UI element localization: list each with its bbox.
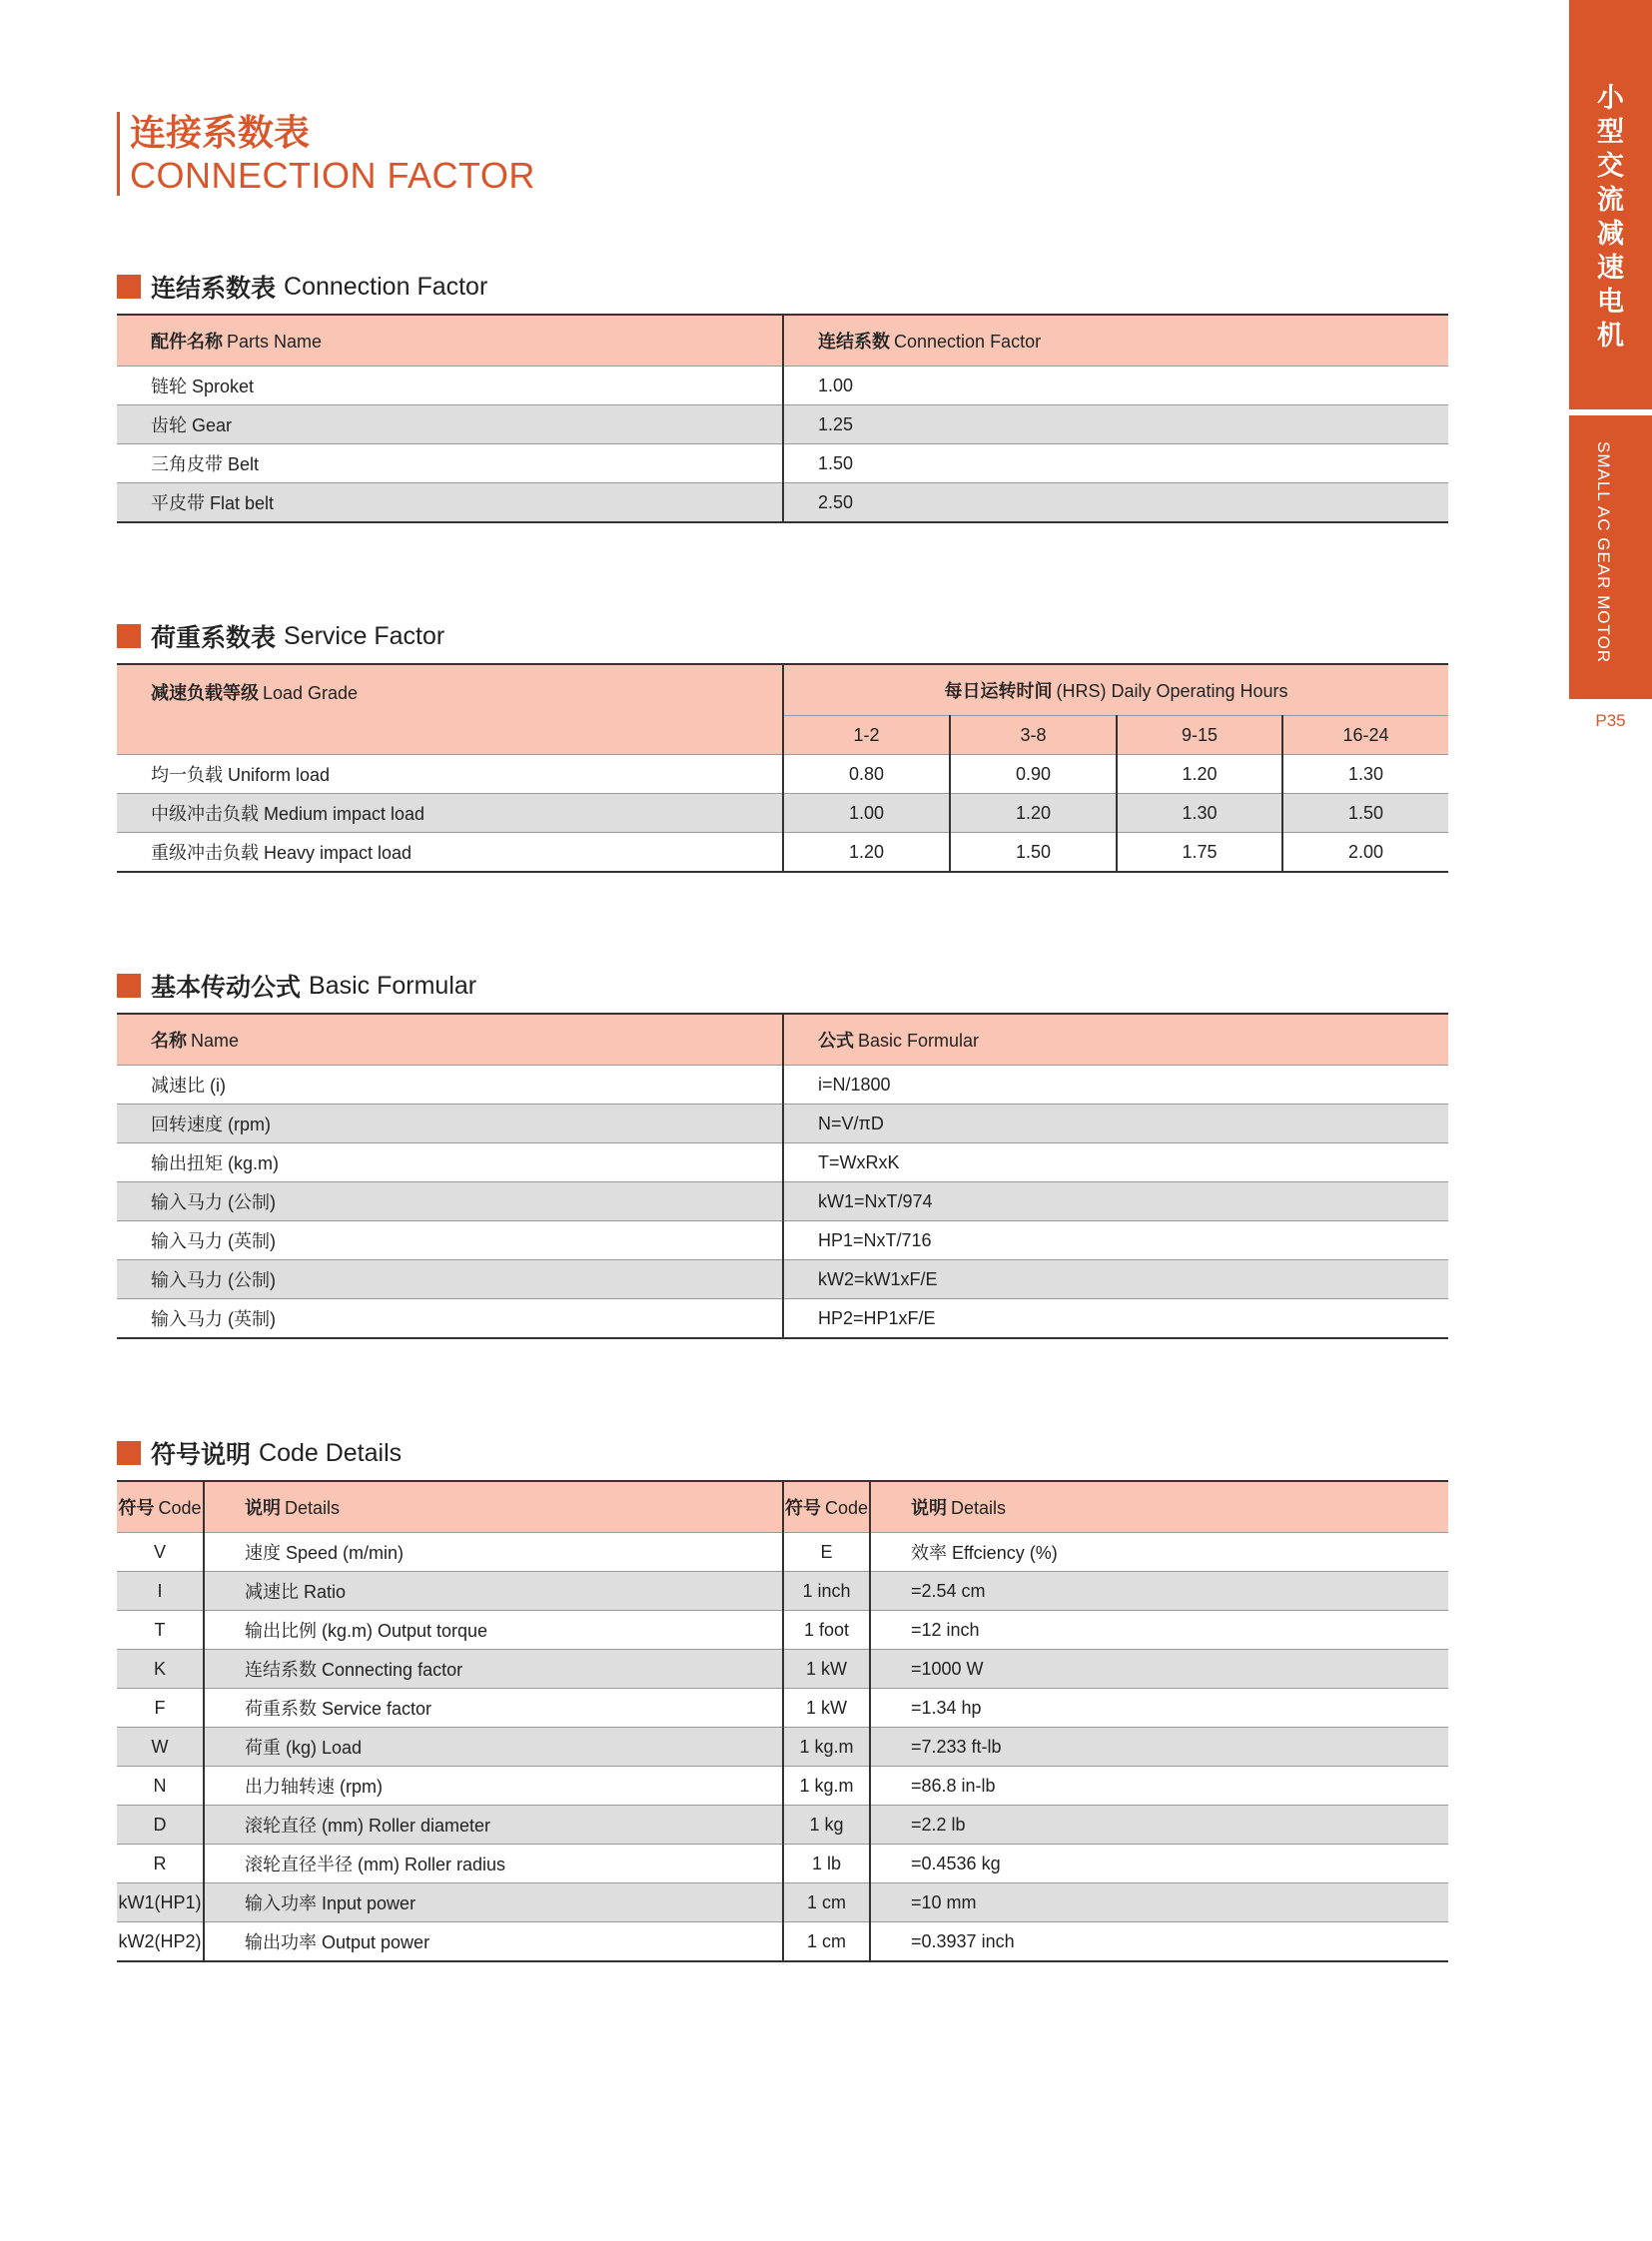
detail-cell: =2.54 cm: [870, 1572, 1448, 1611]
code-cell: T: [117, 1611, 204, 1650]
detail-cell: 滚轮直径 (mm) Roller diameter: [204, 1806, 783, 1845]
section-marker-icon: [117, 974, 141, 998]
factor-cell: 1.00: [783, 794, 950, 833]
code-cell: 1 cm: [783, 1883, 870, 1922]
factor-cell: 1.25: [783, 405, 1448, 444]
header-parts-name: 配件名称 Parts Name: [117, 315, 783, 367]
section-heading: [117, 969, 1448, 1003]
section-title-cn: 荷重系数表: [151, 623, 277, 652]
factor-cell: 1.30: [1282, 755, 1448, 794]
table-row: [117, 1845, 1448, 1883]
detail-cell: 荷重 (kg) Load: [204, 1728, 783, 1767]
table-header-row: [117, 1014, 1448, 1066]
detail-cell: =7.233 ft-lb: [870, 1728, 1448, 1767]
factor-cell: 2.00: [1282, 833, 1448, 873]
table-row: [117, 794, 1448, 833]
formula-cell: i=N/1800: [783, 1066, 1448, 1105]
code-cell: K: [117, 1650, 204, 1689]
table-row: [117, 1105, 1448, 1143]
section-title-en: Basic Formular: [309, 971, 477, 1000]
table-row: [117, 1143, 1448, 1182]
part-name-cell: 链轮 Sproket: [117, 367, 783, 405]
section-marker-icon: [117, 275, 141, 299]
header-code: 符号 Code: [117, 1481, 204, 1533]
formula-name-cell: 回转速度 (rpm): [117, 1105, 783, 1143]
page-title-cn: 连接系数表: [130, 113, 311, 154]
factor-cell: 1.20: [950, 794, 1117, 833]
sidebar-tab-cn: [1569, 0, 1652, 409]
section-marker-icon: [117, 624, 141, 648]
detail-cell: =1000 W: [870, 1650, 1448, 1689]
section-heading: [117, 270, 1448, 304]
factor-cell: 1.75: [1117, 833, 1282, 873]
code-cell: E: [783, 1533, 870, 1572]
table-row: [117, 1299, 1448, 1339]
header-name: 名称 Name: [117, 1014, 783, 1066]
part-name-cell: 平皮带 Flat belt: [117, 483, 783, 523]
table-row: [117, 1066, 1448, 1105]
formula-name-cell: 输入马力 (英制): [117, 1221, 783, 1260]
detail-cell: =0.3937 inch: [870, 1922, 1448, 1962]
code-cell: 1 cm: [783, 1922, 870, 1962]
detail-cell: =12 inch: [870, 1611, 1448, 1650]
table-header-row: [117, 315, 1448, 367]
hours-column-header: 9-15: [1117, 716, 1282, 755]
table-row: [117, 367, 1448, 405]
formula-name-cell: 输入马力 (公制): [117, 1260, 783, 1299]
table-row: [117, 1883, 1448, 1922]
detail-cell: 效率 Effciency (%): [870, 1533, 1448, 1572]
detail-cell: =10 mm: [870, 1883, 1448, 1922]
formula-cell: kW1=NxT/974: [783, 1182, 1448, 1221]
header-code: 符号 Code: [783, 1481, 870, 1533]
sidebar-tab-en: [1569, 415, 1652, 699]
detail-cell: 荷重系数 Service factor: [204, 1689, 783, 1728]
formula-name-cell: 输出扭矩 (kg.m): [117, 1143, 783, 1182]
formula-name-cell: 输入马力 (英制): [117, 1299, 783, 1339]
code-cell: 1 kW: [783, 1650, 870, 1689]
header-connection-factor: 连结系数 Connection Factor: [783, 315, 1448, 367]
load-grade-cell: 中级冲击负载 Medium impact load: [117, 794, 783, 833]
code-cell: 1 inch: [783, 1572, 870, 1611]
table-row: [117, 1728, 1448, 1767]
detail-cell: 速度 Speed (m/min): [204, 1533, 783, 1572]
header-details: 说明 Details: [870, 1481, 1448, 1533]
detail-cell: =1.34 hp: [870, 1689, 1448, 1728]
table-row: [117, 755, 1448, 794]
table-row: [117, 483, 1448, 523]
detail-cell: =86.8 in-lb: [870, 1767, 1448, 1806]
code-details-table: [117, 1480, 1448, 1962]
load-grade-cell: 均一负载 Uniform load: [117, 755, 783, 794]
header-daily-hours: 每日运转时间 (HRS) Daily Operating Hours: [783, 664, 1448, 716]
code-cell: I: [117, 1572, 204, 1611]
section-marker-icon: [117, 1441, 141, 1465]
detail-cell: 输出比例 (kg.m) Output torque: [204, 1611, 783, 1650]
detail-cell: 出力轴转速 (rpm): [204, 1767, 783, 1806]
formula-cell: kW2=kW1xF/E: [783, 1260, 1448, 1299]
part-name-cell: 三角皮带 Belt: [117, 444, 783, 483]
formula-cell: HP2=HP1xF/E: [783, 1299, 1448, 1339]
detail-cell: 减速比 Ratio: [204, 1572, 783, 1611]
header-details: 说明 Details: [204, 1481, 783, 1533]
code-cell: kW2(HP2): [117, 1922, 204, 1962]
basic-formular-section: [117, 969, 1448, 1339]
factor-cell: 1.20: [1117, 755, 1282, 794]
table-row: [117, 1689, 1448, 1728]
detail-cell: =2.2 lb: [870, 1806, 1448, 1845]
code-cell: F: [117, 1689, 204, 1728]
section-title-en: Connection Factor: [284, 272, 488, 301]
section-title-cn: 基本传动公式: [151, 973, 302, 1002]
table-row: [117, 444, 1448, 483]
section-title-en: Service Factor: [284, 621, 445, 650]
factor-cell: 1.30: [1117, 794, 1282, 833]
code-cell: V: [117, 1533, 204, 1572]
connection-factor-table: [117, 314, 1448, 523]
table-row: [117, 1533, 1448, 1572]
hours-column-header: 1-2: [783, 716, 950, 755]
detail-cell: 连结系数 Connecting factor: [204, 1650, 783, 1689]
table-header-row: [117, 1481, 1448, 1533]
header-formular: 公式 Basic Formular: [783, 1014, 1448, 1066]
table-row: [117, 1767, 1448, 1806]
table-row: [117, 833, 1448, 873]
factor-cell: 1.50: [1282, 794, 1448, 833]
formula-name-cell: 减速比 (i): [117, 1066, 783, 1105]
connection-factor-section: [117, 270, 1448, 523]
code-cell: N: [117, 1767, 204, 1806]
code-cell: R: [117, 1845, 204, 1883]
factor-cell: 0.80: [783, 755, 950, 794]
table-row: [117, 1260, 1448, 1299]
service-factor-section: [117, 619, 1448, 873]
table-row: [117, 1922, 1448, 1962]
formula-cell: T=WxRxK: [783, 1143, 1448, 1182]
basic-formular-table: [117, 1013, 1448, 1339]
code-cell: 1 kW: [783, 1689, 870, 1728]
section-title-cn: 连结系数表: [151, 274, 277, 303]
code-cell: 1 foot: [783, 1611, 870, 1650]
factor-cell: 1.00: [783, 367, 1448, 405]
section-heading: [117, 1436, 1448, 1470]
factor-cell: 1.20: [783, 833, 950, 873]
page-title-en: CONNECTION FACTOR: [130, 155, 535, 196]
code-cell: kW1(HP1): [117, 1883, 204, 1922]
load-grade-cell: 重级冲击负载 Heavy impact load: [117, 833, 783, 873]
code-cell: 1 kg.m: [783, 1767, 870, 1806]
sidebar-title-cn: 小 型 交 流 减 速 电 机: [1597, 83, 1624, 352]
header-load-grade: 减速负载等级 Load Grade: [117, 664, 783, 755]
detail-cell: 滚轮直径半径 (mm) Roller radius: [204, 1845, 783, 1883]
hours-column-header: 3-8: [950, 716, 1117, 755]
code-cell: D: [117, 1806, 204, 1845]
detail-cell: 输入功率 Input power: [204, 1883, 783, 1922]
table-row: [117, 1650, 1448, 1689]
code-cell: W: [117, 1728, 204, 1767]
table-row: [117, 1182, 1448, 1221]
service-factor-table: [117, 663, 1448, 873]
code-cell: 1 kg: [783, 1806, 870, 1845]
table-row: [117, 1221, 1448, 1260]
hours-column-header: 16-24: [1282, 716, 1448, 755]
factor-cell: 2.50: [783, 483, 1448, 523]
code-cell: 1 kg.m: [783, 1728, 870, 1767]
factor-cell: 1.50: [950, 833, 1117, 873]
formula-cell: HP1=NxT/716: [783, 1221, 1448, 1260]
sidebar-title-en: SMALL AC GEAR MOTOR: [1594, 441, 1613, 664]
formula-cell: N=V/πD: [783, 1105, 1448, 1143]
formula-name-cell: 输入马力 (公制): [117, 1182, 783, 1221]
code-details-section: [117, 1436, 1448, 1962]
table-row: [117, 405, 1448, 444]
page-title: [117, 112, 535, 196]
factor-cell: 1.50: [783, 444, 1448, 483]
table-header-row: [117, 664, 1448, 716]
detail-cell: 输出功率 Output power: [204, 1922, 783, 1962]
section-heading: [117, 619, 1448, 653]
section-title-cn: 符号说明: [151, 1440, 252, 1469]
detail-cell: =0.4536 kg: [870, 1845, 1448, 1883]
page-number: P35: [1595, 711, 1626, 730]
table-row: [117, 1611, 1448, 1650]
table-row: [117, 1806, 1448, 1845]
table-row: [117, 1572, 1448, 1611]
factor-cell: 0.90: [950, 755, 1117, 794]
section-title-en: Code Details: [259, 1438, 403, 1467]
part-name-cell: 齿轮 Gear: [117, 405, 783, 444]
code-cell: 1 lb: [783, 1845, 870, 1883]
